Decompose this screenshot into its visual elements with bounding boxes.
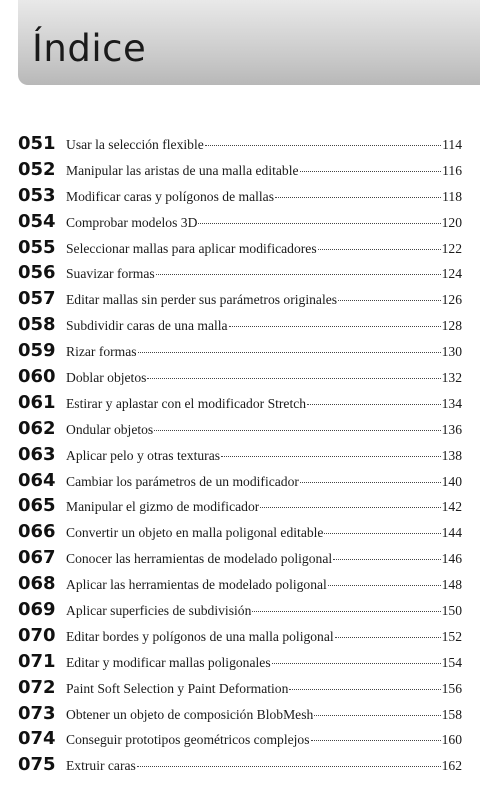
- toc-entry[interactable]: [18, 521, 462, 547]
- dot-leader: [324, 533, 440, 534]
- entry-number: 062: [18, 417, 56, 439]
- toc-entry[interactable]: [18, 262, 462, 288]
- toc-entry[interactable]: [18, 444, 462, 470]
- entry-number: 057: [18, 288, 56, 310]
- entry-page-number: 156: [441, 680, 462, 696]
- entry-page-number: 158: [441, 706, 462, 722]
- entry-page-number: 152: [441, 628, 462, 644]
- toc-entry[interactable]: [18, 599, 462, 625]
- entry-page-number: 126: [441, 292, 462, 308]
- entry-number: 054: [18, 210, 56, 232]
- dot-leader: [300, 482, 441, 483]
- entry-number: 056: [18, 262, 56, 284]
- toc-entry[interactable]: [18, 495, 462, 521]
- dot-leader: [318, 249, 441, 250]
- entry-title: Editar mallas sin perder sus parámetros originales: [66, 292, 338, 308]
- entry-title: Obtener un objeto de composición BlobMesh: [66, 706, 314, 722]
- entry-title: Suavizar formas: [66, 266, 155, 282]
- entry-title: Paint Soft Selection y Paint Deformation: [66, 680, 289, 696]
- toc-entry[interactable]: [18, 573, 462, 599]
- entry-title: Extruir caras: [66, 758, 136, 774]
- entry-title: Editar y modificar mallas poligonales: [66, 654, 271, 670]
- dot-leader: [335, 637, 441, 638]
- toc-entry[interactable]: [18, 340, 462, 366]
- toc-entry[interactable]: [18, 288, 462, 314]
- entry-title: Subdividir caras de una malla: [66, 318, 228, 334]
- dot-leader: [328, 585, 441, 586]
- toc-entry[interactable]: [18, 392, 462, 418]
- dot-leader: [311, 740, 441, 741]
- toc-entry[interactable]: [18, 470, 462, 496]
- entry-page-number: 114: [442, 137, 462, 152]
- entry-number: 071: [18, 650, 56, 672]
- toc-entry[interactable]: [18, 418, 462, 444]
- dot-leader: [229, 326, 441, 327]
- toc-entry[interactable]: [18, 366, 462, 392]
- toc-entry[interactable]: [18, 703, 462, 729]
- header-banner: [18, 0, 480, 85]
- toc-entry[interactable]: [18, 754, 462, 780]
- dot-leader: [156, 274, 441, 275]
- dot-leader: [260, 507, 440, 508]
- dot-leader: [137, 766, 441, 767]
- toc-entry[interactable]: [18, 728, 462, 754]
- entry-number: 060: [18, 366, 56, 388]
- entry-page-number: 128: [441, 318, 462, 334]
- entry-title: Conocer las herramientas de modelado poligonal: [66, 551, 333, 567]
- dot-leader: [205, 145, 441, 146]
- toc-entry[interactable]: [18, 237, 462, 263]
- dot-leader: [147, 378, 440, 379]
- entry-title: Aplicar las herramientas de modelado poligonal: [66, 577, 327, 593]
- entry-title: Comprobar modelos 3D: [66, 214, 198, 230]
- entry-title: Ondular objetos: [66, 421, 154, 437]
- entry-number: 064: [18, 469, 56, 491]
- entry-title: Aplicar superficies de subdivisión: [66, 603, 252, 619]
- entry-title: Editar bordes y polígonos de una malla poligonal: [66, 628, 334, 644]
- dot-leader: [275, 197, 441, 198]
- entry-title: Modificar caras y polígonos de mallas: [66, 188, 275, 204]
- entry-page-number: 134: [441, 395, 462, 411]
- entry-page-number: 160: [441, 732, 462, 748]
- entry-title: Aplicar pelo y otras texturas: [66, 447, 221, 463]
- entry-title: Manipular el gizmo de modificador: [66, 499, 260, 515]
- dot-leader: [314, 715, 440, 716]
- entry-number: 061: [18, 391, 56, 413]
- entry-page-number: 116: [442, 162, 462, 178]
- dot-leader: [272, 663, 441, 664]
- dot-leader: [289, 689, 440, 690]
- entry-title: Manipular las aristas de una malla editable: [66, 162, 299, 178]
- table-of-contents: [18, 133, 462, 780]
- entry-page-number: 146: [441, 551, 462, 567]
- entry-number: 067: [18, 547, 56, 569]
- entry-page-number: 148: [441, 577, 462, 593]
- entry-page-number: 138: [441, 447, 462, 463]
- toc-entry[interactable]: [18, 211, 462, 237]
- entry-title: Rizar formas: [66, 344, 137, 360]
- entry-number: 073: [18, 702, 56, 724]
- entry-title: Doblar objetos: [66, 370, 147, 386]
- entry-title: Conseguir prototipos geométricos complejos: [66, 732, 310, 748]
- entry-number: 055: [18, 236, 56, 258]
- dot-leader: [338, 300, 441, 301]
- entry-number: 072: [18, 676, 56, 698]
- entry-number: 070: [18, 624, 56, 646]
- entry-page-number: 122: [441, 240, 462, 256]
- entry-page-number: 140: [441, 473, 462, 489]
- toc-entry[interactable]: [18, 677, 462, 703]
- entry-title: Convertir un objeto en malla poligonal editable: [66, 525, 324, 541]
- entry-number: 058: [18, 314, 56, 336]
- entry-title: Usar la selección flexible: [66, 137, 204, 152]
- entry-number: 074: [18, 728, 56, 750]
- entry-page-number: 162: [441, 758, 462, 774]
- toc-entry[interactable]: [18, 651, 462, 677]
- entry-page-number: 130: [441, 344, 462, 360]
- dot-leader: [307, 404, 441, 405]
- toc-entry[interactable]: [18, 159, 462, 185]
- entry-page-number: 150: [441, 603, 462, 619]
- dot-leader: [198, 223, 440, 224]
- dot-leader: [221, 456, 441, 457]
- entry-page-number: 144: [441, 525, 462, 541]
- toc-entry[interactable]: [18, 314, 462, 340]
- entry-page-number: 142: [441, 499, 462, 515]
- entry-number: 063: [18, 443, 56, 465]
- entry-number: 068: [18, 573, 56, 595]
- entry-page-number: 136: [441, 421, 462, 437]
- toc-entry[interactable]: [18, 625, 462, 651]
- toc-entry[interactable]: [18, 133, 462, 159]
- dot-leader: [138, 352, 441, 353]
- dot-leader: [252, 611, 440, 612]
- entry-page-number: 118: [442, 188, 462, 204]
- entry-number: 075: [18, 754, 56, 776]
- entry-number: 051: [18, 133, 56, 154]
- dot-leader: [300, 171, 442, 172]
- entry-page-number: 124: [441, 266, 462, 282]
- entry-page-number: 154: [441, 654, 462, 670]
- entry-number: 069: [18, 599, 56, 621]
- entry-page-number: 132: [441, 370, 462, 386]
- toc-entry[interactable]: [18, 547, 462, 573]
- toc-entry[interactable]: [18, 185, 462, 211]
- dot-leader: [333, 559, 440, 560]
- entry-number: 059: [18, 340, 56, 362]
- entry-number: 053: [18, 184, 56, 206]
- entry-number: 052: [18, 158, 56, 180]
- entry-number: 066: [18, 521, 56, 543]
- page-title: Índice: [32, 27, 147, 70]
- entry-page-number: 120: [441, 214, 462, 230]
- entry-title: Estirar y aplastar con el modificador Stretch: [66, 395, 307, 411]
- entry-number: 065: [18, 495, 56, 517]
- entry-title: Cambiar los parámetros de un modificador: [66, 473, 299, 489]
- entry-title: Seleccionar mallas para aplicar modificadores: [66, 240, 317, 256]
- dot-leader: [154, 430, 440, 431]
